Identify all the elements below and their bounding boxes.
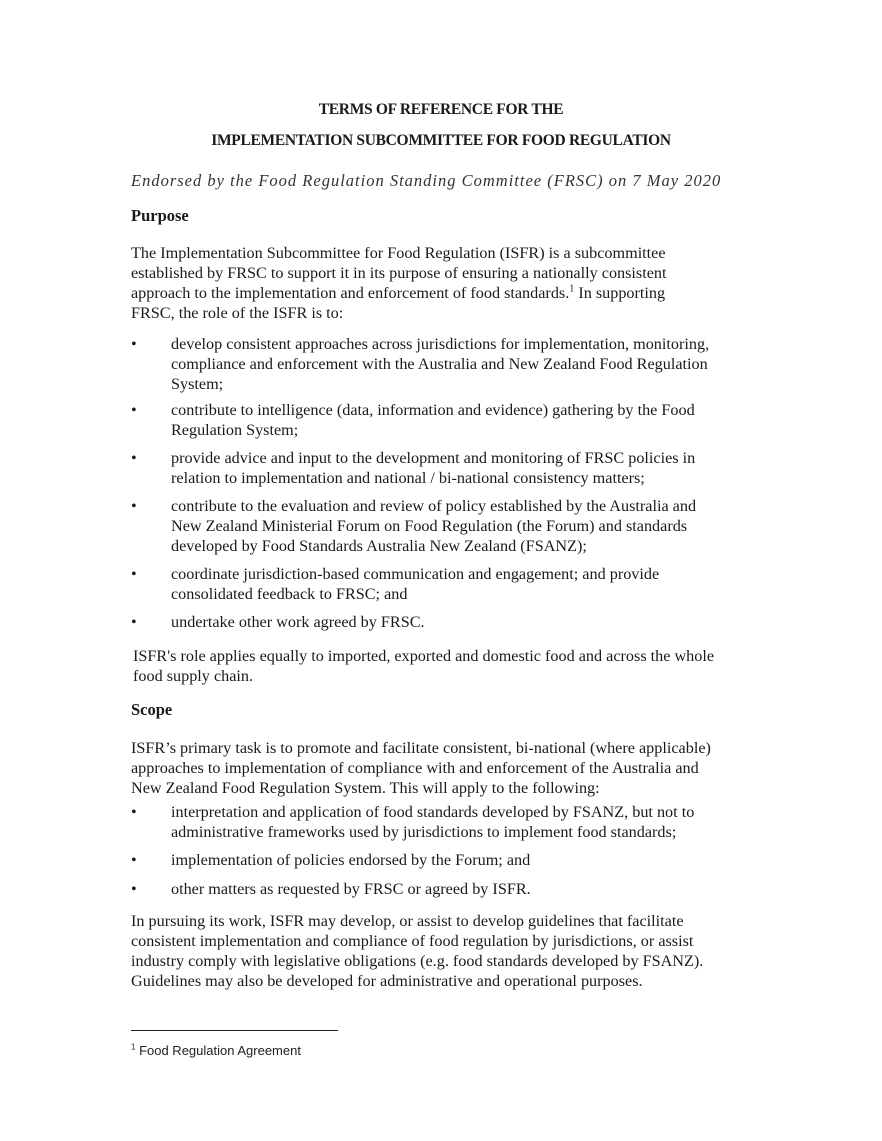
scope-closing bbox=[131, 911, 761, 991]
list-item-line: contribute to the evaluation and review of policy established by the Australia and bbox=[171, 497, 697, 515]
list-item-line: contribute to intelligence (data, information and evidence) gathering by the Food bbox=[171, 401, 695, 419]
purpose-intro-line: established by FRSC to support it in its purpose of ensuring a nationally consistent bbox=[131, 264, 667, 282]
list-item-line: Regulation System; bbox=[171, 421, 299, 439]
list-item-line: other matters as requested by FRSC or agreed by ISFR. bbox=[171, 880, 531, 898]
purpose-intro-line-text: approach to the implementation and enforcement of food standards. bbox=[131, 284, 570, 302]
scope-intro-line: New Zealand Food Regulation System. This will apply to the following: bbox=[131, 779, 600, 797]
document-title-line-2: IMPLEMENTATION SUBCOMMITTEE FOR FOOD REGULATION bbox=[211, 132, 671, 149]
bullet-icon: • bbox=[131, 803, 137, 821]
list-item-line: undertake other work agreed by FRSC. bbox=[171, 613, 425, 631]
footnote-number: 1 bbox=[131, 1042, 136, 1052]
scope-closing-line: Guidelines may also be developed for administrative and operational purposes. bbox=[131, 972, 643, 990]
list-item-line: System; bbox=[171, 375, 224, 393]
footnote bbox=[131, 1043, 301, 1058]
purpose-intro-line: The Implementation Subcommittee for Food Regulation (ISFR) is a subcommittee bbox=[131, 244, 666, 262]
list-item-line: develop consistent approaches across jurisdictions for implementation, monitoring, bbox=[171, 335, 710, 353]
purpose-heading: Purpose bbox=[131, 206, 189, 225]
purpose-intro-line bbox=[131, 283, 761, 303]
purpose-intro-line: FRSC, the role of the ISFR is to: bbox=[131, 304, 344, 322]
list-item-line: consolidated feedback to FRSC; and bbox=[171, 585, 408, 603]
bullet-icon: • bbox=[131, 497, 137, 515]
list-item-line: coordinate jurisdiction-based communication and engagement; and provide bbox=[171, 565, 660, 583]
scope-intro-line: approaches to implementation of compliance with and enforcement of the Australia and bbox=[131, 759, 699, 777]
footnote-reference[interactable]: 1 bbox=[569, 283, 575, 295]
scope-closing-line: industry comply with legislative obligations (e.g. food standards developed by FSANZ). bbox=[131, 952, 704, 970]
bullet-icon: • bbox=[131, 449, 137, 467]
purpose-closing-line: ISFR's role applies equally to imported, exported and domestic food and across the whole bbox=[133, 647, 715, 665]
list-item-line: developed by Food Standards Australia New Zealand (FSANZ); bbox=[171, 537, 587, 555]
list-item-line: implementation of policies endorsed by the Forum; and bbox=[171, 851, 531, 869]
list-item-line: administrative frameworks used by jurisdictions to implement food standards; bbox=[171, 823, 677, 841]
bullet-icon: • bbox=[131, 851, 137, 869]
list-item-line: interpretation and application of food standards developed by FSANZ, but not to bbox=[171, 803, 695, 821]
list-item-line: compliance and enforcement with the Australia and New Zealand Food Regulation bbox=[171, 355, 708, 373]
bullet-icon: • bbox=[131, 880, 137, 898]
scope-intro-line: ISFR’s primary task is to promote and facilitate consistent, bi-national (where applicable) bbox=[131, 739, 711, 757]
scope-heading: Scope bbox=[131, 700, 173, 719]
bullet-icon: • bbox=[131, 613, 137, 631]
footnote-separator bbox=[131, 1030, 338, 1031]
purpose-closing-line: food supply chain. bbox=[133, 667, 254, 685]
purpose-intro bbox=[131, 243, 761, 323]
bullet-icon: • bbox=[131, 335, 137, 353]
purpose-closing bbox=[133, 646, 763, 686]
bullet-icon: • bbox=[131, 565, 137, 583]
endorsement-note: Endorsed by the Food Regulation Standing Committee (FRSC) on 7 May 2020 bbox=[131, 171, 722, 190]
bullet-icon: • bbox=[131, 401, 137, 419]
scope-closing-line: In pursuing its work, ISFR may develop, or assist to develop guidelines that facilitate bbox=[131, 912, 684, 930]
document-title-line-1: TERMS OF REFERENCE FOR THE bbox=[318, 101, 564, 118]
list-item-line: provide advice and input to the development and monitoring of FRSC policies in bbox=[171, 449, 696, 467]
list-item-line: relation to implementation and national / bi-national consistency matters; bbox=[171, 469, 645, 487]
scope-closing-line: consistent implementation and compliance of food regulation by jurisdictions, or assist bbox=[131, 932, 694, 950]
scope-intro bbox=[131, 738, 761, 798]
footnote-text: Food Regulation Agreement bbox=[135, 1043, 301, 1058]
purpose-intro-line-tail: In supporting bbox=[574, 284, 666, 302]
list-item-line: New Zealand Ministerial Forum on Food Regulation (the Forum) and standards bbox=[171, 517, 688, 535]
